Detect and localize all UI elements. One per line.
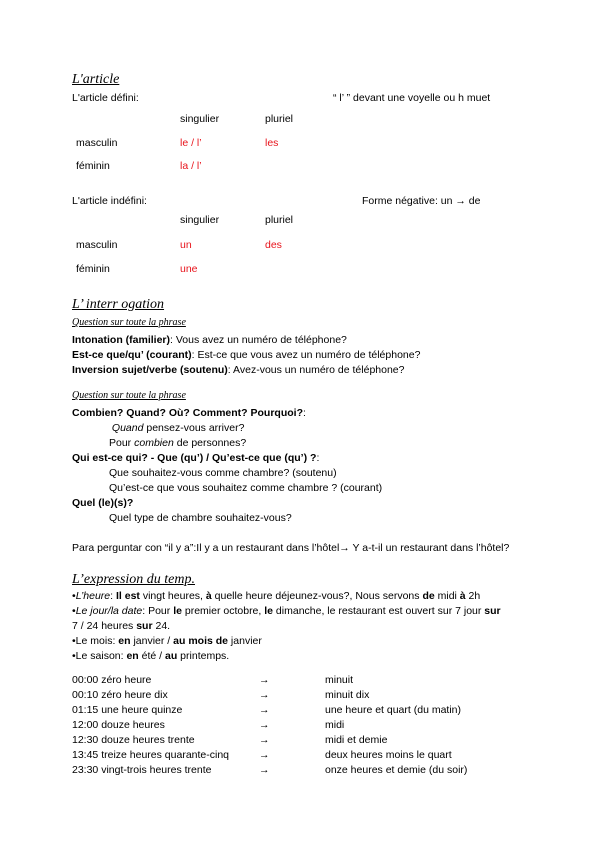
jour-b3: sur xyxy=(484,605,501,617)
para-perguntar-line: Para perguntar con “il y a”:Il y a un restaurant dans l’hôtel→ Y a-t-il un restaurant dans l’hôtel? xyxy=(72,542,510,554)
jour-t1: : Pour xyxy=(142,605,174,617)
jour-t2: premier octobre, xyxy=(181,605,265,617)
col-singular-header-2: singulier xyxy=(180,214,220,226)
combien-line xyxy=(72,407,306,419)
jour2-t1: 7 / 24 heures xyxy=(72,620,137,632)
row-feminin-label-2: féminin xyxy=(76,263,110,275)
jour-b1: le xyxy=(173,605,182,617)
time-arrow: → xyxy=(259,674,270,686)
qui-line xyxy=(72,452,319,464)
que-line-2: Qu’est-ce que vous souhaitez comme chambre ? (courant) xyxy=(109,482,383,494)
jour-line xyxy=(72,605,501,617)
col-singular-header: singulier xyxy=(180,113,220,125)
heure-t3: quelle heure déjeunez-vous?, Nous servons xyxy=(211,590,423,602)
ind-masc-sing: un xyxy=(180,239,192,251)
time-row xyxy=(72,704,182,716)
time-arrow: → xyxy=(259,689,270,701)
def-fem-sing: la / l’ xyxy=(180,160,202,172)
inversion-text: : Avez-vous un numéro de téléphone? xyxy=(227,364,405,376)
inversion-bold: Inversion sujet/verbe (soutenu) xyxy=(72,364,228,376)
time-left: 00:00 zéro heure xyxy=(72,674,152,686)
saison-t2: été / xyxy=(138,650,165,662)
saison-t1: •Le saison: xyxy=(72,650,127,662)
row-feminin-label: féminin xyxy=(76,160,110,172)
heure-b1: Il est xyxy=(115,590,140,602)
jour2-b1: sur xyxy=(136,620,153,632)
inversion-line xyxy=(72,364,404,376)
estce-text: : Est-ce que vous avez un numéro de téléphone? xyxy=(191,349,421,361)
jour2-t2: 24. xyxy=(152,620,171,632)
ind-fem-sing: une xyxy=(180,263,198,275)
time-right: une heure et quart (du matin) xyxy=(325,704,461,716)
saison-t3: printemps. xyxy=(177,650,230,662)
ind-masc-pl: des xyxy=(265,239,282,251)
heure-italic: L’heure xyxy=(75,590,111,602)
pour-line xyxy=(109,437,246,449)
heure-t4: midi xyxy=(434,590,460,602)
expression-heading: L’expression du temp. xyxy=(72,572,195,587)
heure-b2: à xyxy=(205,590,212,602)
quand-line xyxy=(109,422,244,434)
time-right: minuit xyxy=(325,674,354,686)
def-masc-pl: les xyxy=(265,137,279,149)
mois-b1: en xyxy=(118,635,131,647)
time-right: onze heures et demie (du soir) xyxy=(325,764,468,776)
time-right: deux heures moins le quart xyxy=(325,749,452,761)
saison-line xyxy=(72,650,229,662)
pour-text-1: Pour xyxy=(109,437,135,449)
combien-bold: Combien? Quand? Où? Comment? Pourquoi? xyxy=(72,407,303,419)
col-plural-header: pluriel xyxy=(265,113,294,125)
time-left: 12:00 douze heures xyxy=(72,719,165,731)
qui-bold: Qui est-ce qui? - Que (qu’) / Qu’est-ce que (qu’) ? xyxy=(72,452,317,464)
pour-text-2: de personnes? xyxy=(173,437,247,449)
pour-italic: combien xyxy=(134,437,174,449)
jour-bullet: • xyxy=(72,605,76,617)
time-row xyxy=(72,674,151,686)
jour-b2: le xyxy=(264,605,274,617)
combien-text: : xyxy=(302,407,306,419)
time-left: 23:30 vingt-trois heures trente xyxy=(72,764,212,776)
heure-t5: 2h xyxy=(465,590,481,602)
quand-text: pensez-vous arriver? xyxy=(143,422,245,434)
time-arrow: → xyxy=(259,764,270,776)
heure-b4: à xyxy=(459,590,466,602)
time-row xyxy=(72,689,168,701)
time-arrow: → xyxy=(259,749,270,761)
estce-line xyxy=(72,349,420,361)
heure-t1: : xyxy=(110,590,116,602)
article-defini-note: “ l’ ” devant une voyelle ou h muet xyxy=(333,92,491,104)
heure-b3: de xyxy=(422,590,435,602)
article-heading: L'article xyxy=(72,72,120,87)
time-arrow: → xyxy=(259,734,270,746)
article-defini-label: L'article défini: xyxy=(72,92,139,104)
mois-b2: au mois de xyxy=(173,635,229,647)
time-right: midi xyxy=(325,719,345,731)
heure-bullet: • xyxy=(72,590,76,602)
intonation-bold: Intonation (familier) xyxy=(72,334,170,346)
mois-t2: janvier / xyxy=(130,635,174,647)
row-masculin-label-2: masculin xyxy=(76,239,118,251)
article-indefini-note: Forme négative: un → de xyxy=(362,195,481,207)
mois-t3: janvier xyxy=(228,635,262,647)
time-right: midi et demie xyxy=(325,734,388,746)
interrogation-subheading-1: Question sur toute la phrase xyxy=(72,317,186,328)
time-left: 13:45 treize heures quarante-cinq xyxy=(72,749,230,761)
mois-t1: •Le mois: xyxy=(72,635,119,647)
heure-line xyxy=(72,590,480,602)
col-plural-header-2: pluriel xyxy=(265,214,294,226)
jour-line-2 xyxy=(72,620,170,632)
time-arrow: → xyxy=(259,719,270,731)
time-right: minuit dix xyxy=(325,689,370,701)
heure-t2: vingt heures, xyxy=(139,590,206,602)
time-row xyxy=(72,734,195,746)
article-indefini-label: L'article indéfini: xyxy=(72,195,147,207)
def-masc-sing: le / l’ xyxy=(180,137,202,149)
quel-example: Quel type de chambre souhaitez-vous? xyxy=(109,512,292,524)
estce-bold: Est-ce que/qu’ (courant) xyxy=(72,349,192,361)
quel-bold: Quel (le)(s)? xyxy=(72,497,134,509)
interrogation-subheading-2: Question sur toute la phrase xyxy=(72,390,186,401)
quand-italic: Quand xyxy=(111,422,144,434)
quel-line xyxy=(72,497,133,509)
time-arrow: → xyxy=(259,704,270,716)
saison-b2: au xyxy=(165,650,178,662)
time-row xyxy=(72,764,212,776)
intonation-line xyxy=(72,334,347,346)
que-line-1: Que souhaitez-vous comme chambre? (soutenu) xyxy=(109,467,337,479)
time-left: 01:15 une heure quinze xyxy=(72,704,183,716)
jour-italic: Le jour/la date xyxy=(75,605,143,617)
time-left: 12:30 douze heures trente xyxy=(72,734,195,746)
interrogation-heading: L’ interr ogation xyxy=(72,297,165,312)
time-row xyxy=(72,719,165,731)
qui-text: : xyxy=(316,452,320,464)
time-left: 00:10 zéro heure dix xyxy=(72,689,168,701)
time-row xyxy=(72,749,229,761)
row-masculin-label: masculin xyxy=(76,137,118,149)
mois-line xyxy=(72,635,262,647)
saison-b1: en xyxy=(126,650,139,662)
intonation-text: : Vous avez un numéro de téléphone? xyxy=(170,334,347,346)
jour-t3: dimanche, le restaurant est ouvert sur 7 jour xyxy=(273,605,485,617)
